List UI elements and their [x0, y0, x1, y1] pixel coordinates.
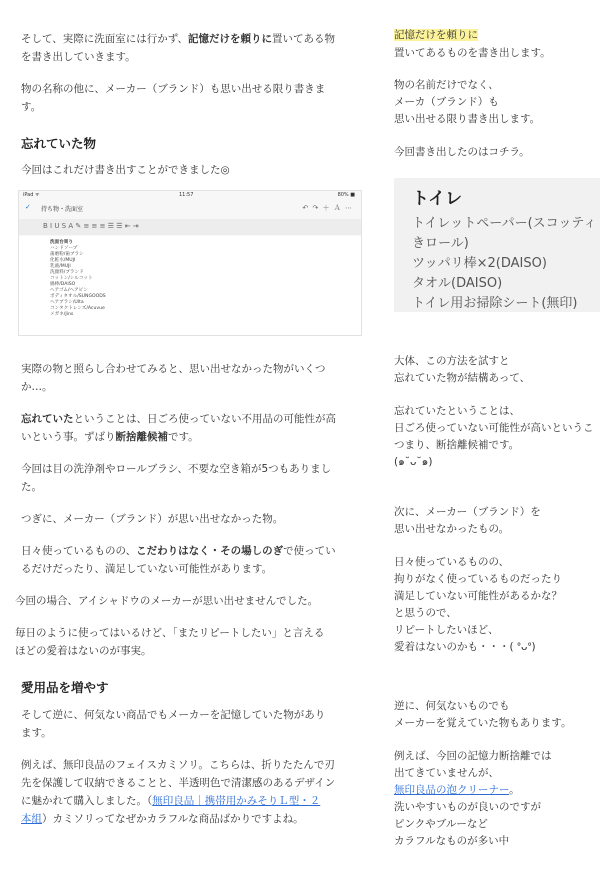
paragraph: 日々使っているものの、こだわりはなく・その場しのぎで使ってい: [21, 545, 336, 557]
product-link[interactable]: 本組: [21, 813, 42, 825]
card-item: トイレ用お掃除シート(無印): [412, 296, 578, 311]
notes-toolbar: [19, 201, 361, 217]
card-item: ツッパリ棒×2(DAISO): [412, 256, 547, 271]
paragraph: 大体、この方法を試すと: [394, 355, 510, 367]
paragraph: 今回はこれだけ書き出すことができました◎: [21, 164, 230, 176]
paragraph: 日ごろ使っていない可能性が高いというこ: [394, 422, 594, 434]
note-line: ヘアブラシ/Ulta: [50, 300, 84, 305]
paragraph: カラフルなものが多い中: [394, 835, 510, 847]
paragraph: つぎに、メーカー（ブランド）が思い出せなかった物。: [21, 513, 284, 525]
paragraph: 忘れていたということは、: [394, 405, 520, 417]
status-bar: iPad ᯤ 11:57 80% ■: [23, 192, 355, 198]
paragraph: 先を保護して収納できることと、半透明色で清潔感のあるデザイン: [21, 777, 336, 789]
paragraph: 満足していない可能性があるかな？: [394, 590, 562, 602]
highlighted-text: 記憶だけを頼りに: [394, 29, 478, 41]
product-link[interactable]: 無印良品の泡クリーナー: [394, 784, 510, 796]
toolbar-icons: ↶ ↷ ＋ Ａ ⋯: [302, 204, 353, 212]
paragraph: いという事。ずばり断捨離候補です。: [21, 431, 199, 443]
product-link[interactable]: 無印良品｜携帯用かみそりＬ型・２: [152, 795, 321, 807]
paragraph: リピートしたいほど、: [394, 624, 499, 636]
paragraph: 例えば、今回の記憶力断捨離では: [394, 750, 552, 762]
paragraph: 出てきていませんが、: [394, 767, 499, 779]
paragraph: メーカ（ブランド）も: [394, 96, 499, 108]
paragraph: 置いてあるものを書き出します。: [394, 47, 551, 59]
note-line: 洗顔料/ブランド: [50, 270, 84, 275]
paragraph: 逆に、何気ないものでも: [394, 700, 510, 712]
paragraph: そして逆に、何気ない商品でもメーカーを記憶していた物があり: [21, 709, 326, 721]
paragraph: と思うので、: [394, 607, 457, 619]
note-line: 歯磨粉/歯ブラシ: [50, 252, 84, 257]
paragraph: を書き出していきます。: [21, 51, 136, 63]
paragraph: か…。: [21, 381, 53, 393]
paragraph: 愛着はないのかも・・・( ᐤᴗᐤ): [394, 641, 536, 653]
paragraph: つまり、断捨離候補です。: [394, 439, 520, 451]
paragraph: ます。: [21, 727, 52, 739]
note-body: [19, 236, 361, 335]
note-line: 綿棒/DAISO: [50, 282, 76, 287]
paragraph: 毎日のように使ってはいるけど、「またリピートしたい」と言える: [15, 627, 325, 639]
paragraph: 今回は目の洗浄剤やロールブラシ、不要な空き箱が5つもありまし: [21, 463, 332, 475]
section-heading: 忘れていた物: [21, 136, 97, 151]
card-item: トイレットペーパー(スコッティ: [412, 216, 597, 231]
note-line: 乳液/MUJI: [50, 264, 71, 269]
note-line: 洗面台周り: [50, 240, 73, 245]
paragraph: 無印良品の泡クリーナー。: [394, 784, 520, 796]
note-line: ヘアゴム/ヘアピン: [50, 288, 88, 293]
note-title: 持ち物・洗面室: [41, 206, 84, 213]
card-title: トイレ: [412, 189, 463, 209]
section-heading: 愛用品を増やす: [21, 680, 109, 695]
paragraph: す。: [21, 101, 42, 113]
paragraph: 例えば、無印良品のフェイスカミソリ。こちらは、折りたたんで刃: [21, 759, 335, 771]
paragraph: 次に、メーカー（ブランド）を: [394, 506, 541, 518]
note-line: ハンドソープ: [50, 246, 78, 251]
paragraph: 本組）カミソリってなぜかカラフルな商品ばかりですよね。: [21, 813, 304, 825]
paragraph: に魅かれて購入しました。（無印良品｜携帯用かみそりＬ型・２: [21, 795, 321, 807]
paragraph: 日々使っているものの、: [394, 556, 510, 568]
paragraph: そして、実際に洗面室には行かず、記憶だけを頼りに置いてある物: [21, 33, 335, 45]
paragraph: ほどの愛着はないのが事実。: [15, 645, 152, 657]
note-line: 化粧水/MUJI: [50, 258, 76, 263]
card-item: きロール): [412, 236, 469, 251]
note-line: コンタクトレンズ/Acuvue: [50, 306, 105, 311]
emoticon: (๑˘ᴗ˘๑): [394, 456, 433, 468]
paragraph: メーカーを覚えていた物もあります。: [394, 717, 572, 729]
paragraph: 実際の物と照らし合わせてみると、思い出せなかった物がいくつ: [21, 363, 326, 375]
format-icons: B I U S A ✎ ≡ ≡ ≡ ☰ ☰ ⇤ ⇥: [43, 222, 139, 230]
note-line: ボディタオル/SUNGOODS: [50, 294, 106, 299]
notes-app-screenshot: [18, 190, 362, 336]
check-icon: ✓: [25, 203, 31, 211]
paragraph: 今回書き出したのはコチラ。: [394, 146, 530, 158]
paragraph: 洗いやすいものが良いのですが: [394, 801, 541, 813]
note-line: コットン/シルコット: [50, 276, 93, 281]
paragraph: た。: [21, 481, 42, 493]
paragraph: 物の名前だけでなく、: [394, 79, 499, 91]
note-line: メガネ/Jins: [50, 312, 74, 317]
paragraph: 思い出せる限り書き出します。: [394, 113, 541, 125]
paragraph: 物の名称の他に、メーカー（ブランド）も思い出せる限り書きま: [21, 83, 326, 95]
paragraph: 拘りがなく使っているものだったり: [394, 573, 562, 585]
item-list-card: [394, 178, 600, 312]
paragraph: 思い出せなかったもの。: [394, 523, 510, 535]
paragraph: 忘れていたということは、日ごろ使っていない不用品の可能性が高: [21, 413, 336, 425]
paragraph: ピンクやブルーなど: [394, 818, 488, 830]
paragraph: 忘れていた物が結構あって、: [394, 372, 531, 384]
card-item: タオル(DAISO): [412, 276, 503, 291]
paragraph: るだけだったり、満足していない可能性があります。: [21, 563, 273, 575]
format-toolbar: [19, 219, 361, 235]
paragraph: 今回の場合、アイシャドウのメーカーが思い出せませんでした。: [15, 595, 319, 607]
